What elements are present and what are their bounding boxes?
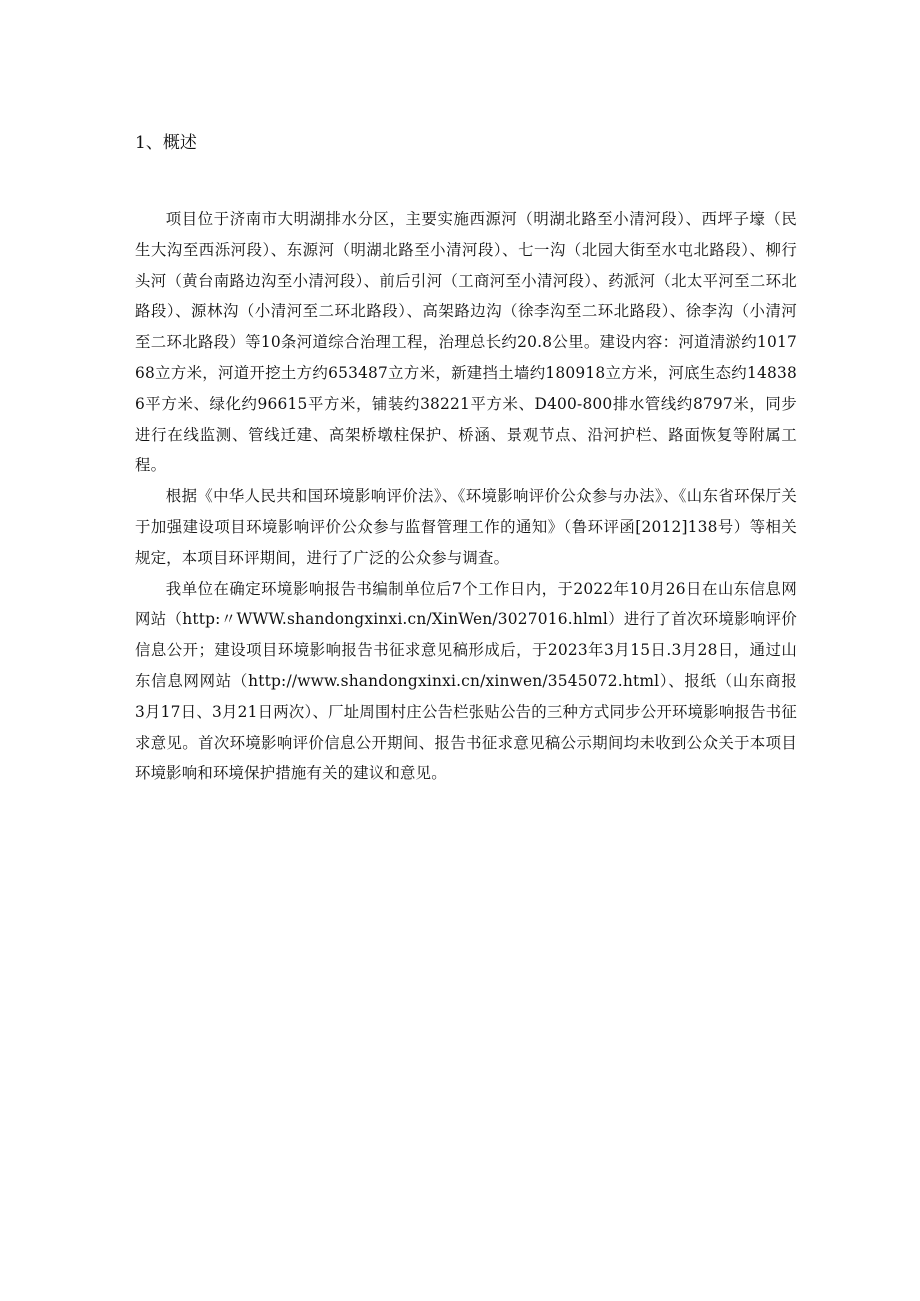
paragraph-project-overview: 项目位于济南市大明湖排水分区，主要实施西源河（明湖北路至小清河段）、西坪子壕（民生大沟至西泺河段）、东源河（明湖北路至小清河段）、七一沟（北园大街至水屯北路段）、柳行头河（黄台南路边沟至小清河段）、前后引河（工商河至小清河段）、药派河（北太平河至二环北路段）、源林沟（小清河至二环北路段）、高架路边沟（徐李沟至二环北路段）、徐李沟（小清河至二环北路段）等10条河道综合治理工程，治理总长约20.8公里。建设内容：河道清淤约101768立方米，河道开挖土方约653487立方米，新建挡土墙约180918立方米，河底生态约148386平方米、绿化约96615平方米，铺装约38221平方米、D400-800排水管线约8797米，同步进行在线监测、管线迁建、高架桥墩柱保护、桥涵、景观节点、沿河护栏、路面恢复等附属工程。: [135, 210, 797, 475]
paragraph-public-disclosure: 我单位在确定环境影响报告书编制单位后7个工作日内，于2022年10月26日在山东信息网网站（http:〃WWW.shandongxinxi.cn/XinWen/3027016.hlml）进行了首次环境影响评价信息公开；建设项目环境影响报告书征求意见稿形成后，于2023年3月15日.3月28日，通过山东信息网网站（http://www.shandongxinxi.cn/xinwen/3545072.html）、报纸（山东商报3月17日、3月21日两次）、厂址周围村庄公告栏张贴公告的三种方式同步公开环境影响报告书征求意见。首次环境影响评价信息公开期间、报告书征求意见稿公示期间均未收到公众关于本项目环境影响和环境保护措施有关的建议和意见。: [135, 579, 797, 783]
section-heading: 1、概述: [135, 133, 197, 153]
paragraph-legal-basis: 根据《中华人民共和国环境影响评价法》、《环境影响评价公众参与办法》、《山东省环保厅关于加强建设项目环境影响评价公众参与监督管理工作的通知》（鲁环评函[2012]138号）等相关规定，本项目环评期间，进行了广泛的公众参与调查。: [135, 487, 797, 567]
body-text: [135, 204, 797, 789]
